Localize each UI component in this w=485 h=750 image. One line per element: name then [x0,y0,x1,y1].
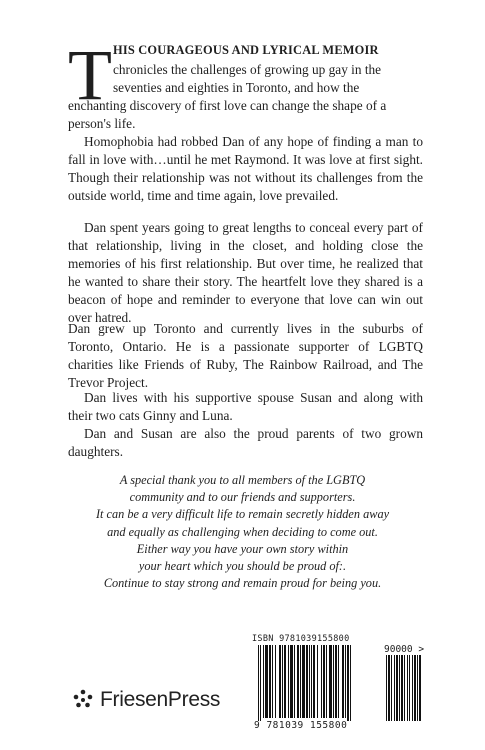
barcode-bar [306,645,308,718]
barcode-bar [258,645,259,721]
thanks-line: A special thank you to all members of the LGBTQ [119,473,366,487]
barcode-bar [333,645,334,718]
barcode-bar [323,645,325,718]
thanks-line: community and to our friends and supporters. [129,490,356,505]
barcode-bar [302,645,305,718]
barcode-addon-bar [417,655,418,721]
barcode-bar [338,645,339,718]
barcode-bar [275,645,276,718]
bio-paragraph-2: Dan lives with his supportive spouse Susan and along with their two cats Ginny and Luna. [68,390,423,423]
summary-line: enchanting discovery of first love can change the shape of a [68,97,387,113]
thanks-line: and equally as challenging when deciding to come out. [107,524,378,539]
barcode-addon-bar [399,655,400,721]
summary-line: person's life. [68,115,136,131]
barcode-bar [288,645,289,718]
barcode-addon-bar [401,655,403,721]
summary-paragraph-1-cont [68,79,423,133]
barcode-bar [269,645,271,718]
barcode-bar [350,645,351,721]
barcode-bar [279,645,281,718]
barcode-bar [272,645,273,718]
barcode-bar [326,645,327,718]
price-code: 90000 > [384,644,425,655]
barcode-bar [347,645,349,721]
friesenpress-logo-icon [72,689,94,711]
barcode-bar [313,645,315,718]
barcode-addon-bar [407,655,408,721]
barcode-bar [294,645,295,718]
barcode-addon-bar [409,655,410,721]
barcode-bar [284,645,286,718]
barcode-addon-bar [391,655,392,721]
barcode-bar [309,645,310,718]
barcode-addon-bar [386,655,387,721]
barcode-bar [290,645,293,718]
barcode-addon-bar [412,655,413,721]
thanks-line: your heart which you should be proud of:. [138,559,347,574]
barcode-addon-bar [419,655,421,721]
summary-paragraph-2: Homophobia had robbed Dan of any hope of finding a man to fall in love with…until he met Raymond. It was love at first sight. Though their relationship was not without its challenges from the outside world, time and time again, love prevailed. [68,134,423,203]
bio-paragraph-1: Dan grew up Toronto and currently lives in the suburbs of Toronto, Ontario. He is a passionate supporter of LGBTQ charities like Friends of Ruby, The Rainbow Railroad, and The Trevor Project. [68,321,423,390]
barcode-bars [252,645,436,721]
summary-line: seventies and eighties in Toronto, and how the [113,80,360,95]
barcode-addon-bar [396,655,398,721]
barcode-bar [311,645,312,718]
bio-paragraph-3: Dan and Susan are also the proud parents of two grown daughters. [68,426,423,459]
barcode-bar [297,645,299,718]
barcode-bar [282,645,283,718]
barcode-bar [263,645,264,718]
publisher-logo [72,688,220,712]
thanks-line: Either way you have your own story within [136,541,349,556]
barcode-bar [329,645,332,718]
barcode-addon-bar [394,655,395,721]
barcode-bar [335,645,337,718]
barcode-bar [300,645,301,718]
drop-cap: T [68,35,112,115]
barcode-bar [321,645,322,718]
summary-line: chronicles the challenges of growing up gay in the [113,62,382,77]
barcode-bar [265,645,268,718]
summary-paragraph-1 [113,61,423,79]
barcode-bar [317,645,318,718]
thanks-line: Continue to stay strong and remain proud for being you. [103,576,382,591]
publisher-name: FriesenPress [100,688,221,711]
barcode-bar [260,645,261,721]
thanks-message [50,472,435,592]
thanks-line: It can be a very difficult life to remain secretly hidden away [95,507,390,522]
summary-heading: HIS COURAGEOUS AND LYRICAL MEMOIR [113,43,379,57]
barcode-addon-bar [414,655,416,721]
barcode-bar [345,645,346,718]
summary-paragraph-3: Dan spent years going to great lengths to conceal every part of that relationship, living in the closet, and holding close the memories of his first relationship. But over time, he realized that he wanted to share their story. The heartfelt love they shared is a beacon of hope and reminder to everyone that love can win out over hatred. [68,220,423,325]
isbn-label: ISBN 9781039155800 [252,634,350,644]
barcode-addon-bar [388,655,390,721]
isbn-barcode [252,634,436,732]
barcode-addon-bar [404,655,405,721]
barcode-digits: 9 781039 155800 [254,720,348,731]
barcode-bar [342,645,344,718]
